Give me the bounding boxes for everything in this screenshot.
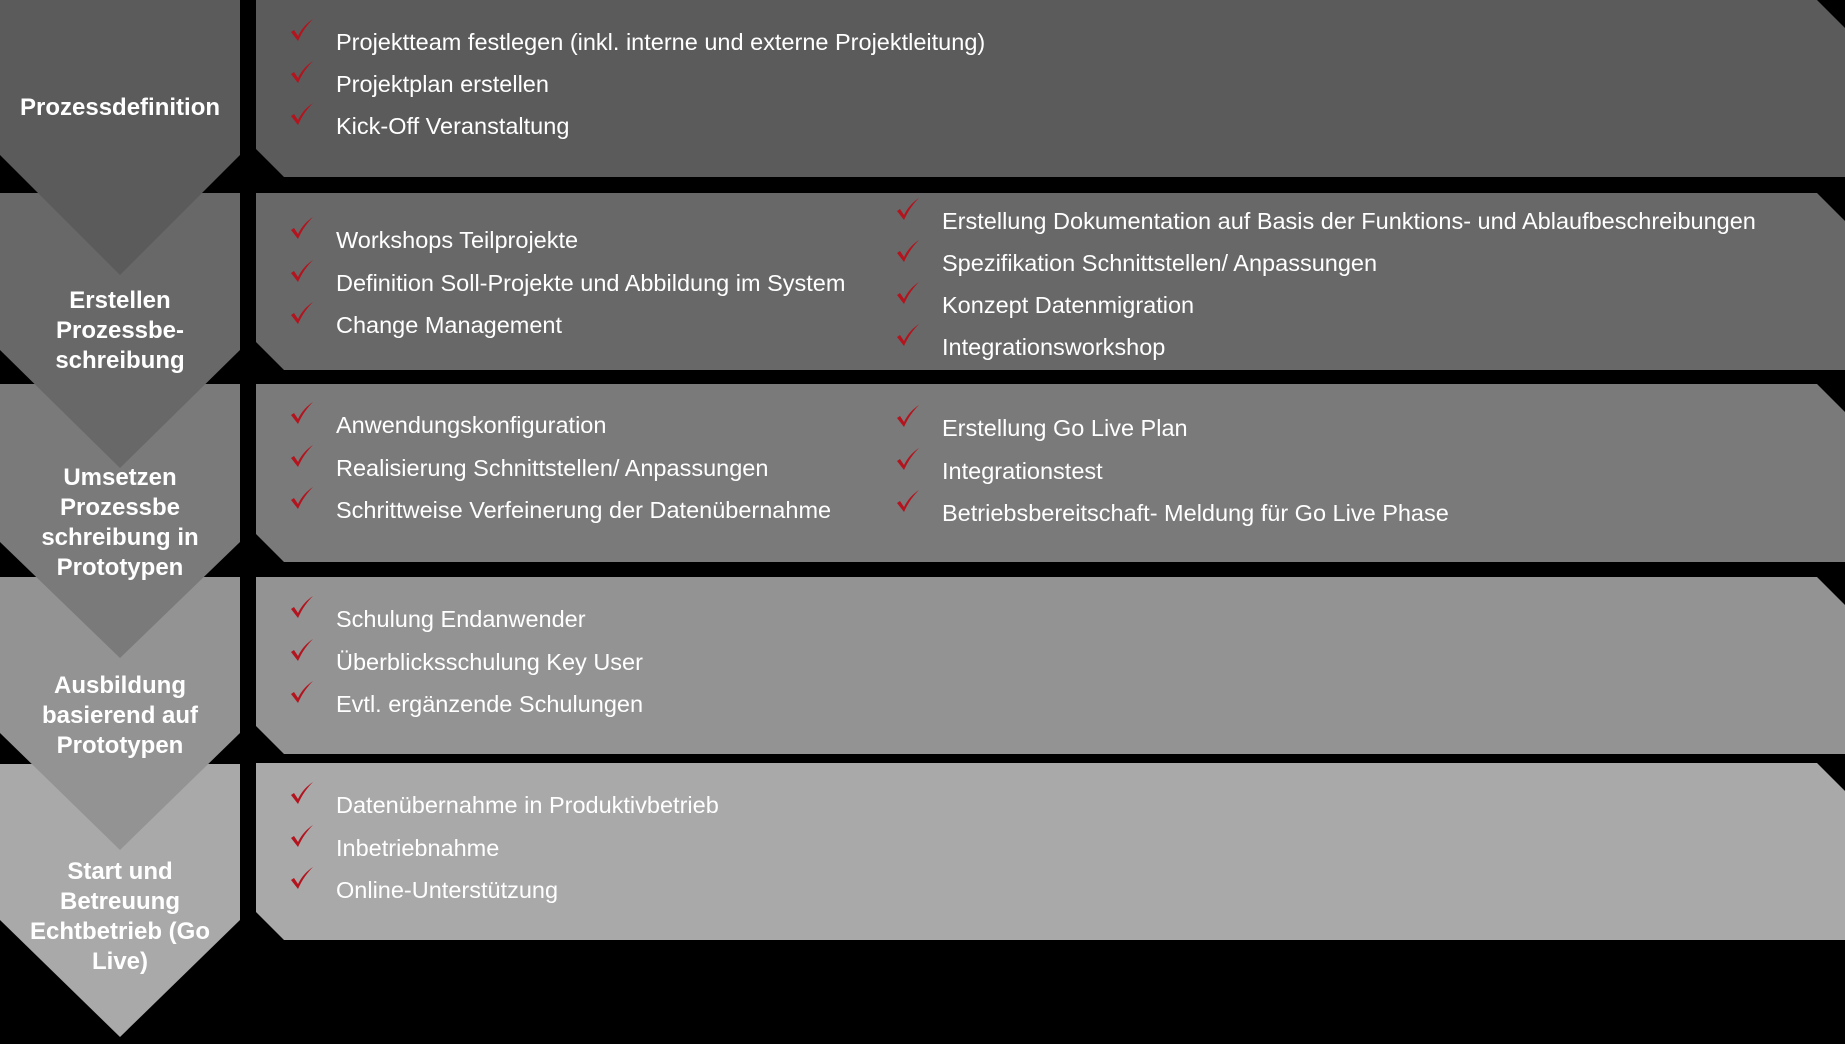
phase-label-line: Prototypen — [56, 732, 184, 759]
phase-label-line: Ausbildung — [54, 672, 186, 699]
checkmark-icon — [290, 487, 314, 511]
phase-label-line: Live) — [91, 948, 148, 975]
checkmark-icon — [896, 405, 920, 429]
checkmark-icon — [290, 217, 314, 241]
item-text: Betriebsbereitschaft- Meldung für Go Live Phase — [942, 500, 1449, 526]
checkmark-icon — [290, 445, 314, 469]
checkmark-icon — [896, 490, 920, 514]
item-text: Definition Soll-Projekte und Abbildung im System — [336, 270, 846, 296]
item-text: Konzept Datenmigration — [942, 292, 1195, 318]
item-text: Datenübernahme in Produktivbetrieb — [336, 792, 719, 818]
phase-label-line: Umsetzen — [63, 464, 177, 491]
checkmark-icon — [290, 681, 314, 705]
item-text: Projektteam festlegen (inkl. interne und externe Projektleitung) — [336, 29, 986, 55]
phase-label-line: Prototypen — [56, 554, 184, 581]
item-text: Erstellung Go Live Plan — [942, 415, 1188, 441]
phase-label-line: Prozessbe- — [55, 317, 185, 344]
checkmark-icon — [290, 260, 314, 284]
item-text: Workshops Teilprojekte — [336, 227, 579, 253]
item-text: Kick-Off Veranstaltung — [336, 113, 570, 139]
item-text: Integrationsworkshop — [942, 334, 1166, 360]
phase-label-line: Prozessdefinition — [19, 94, 221, 121]
phase-1-label — [0, 93, 240, 123]
checkmark-icon — [290, 867, 314, 891]
checkmark-icon — [290, 61, 314, 85]
item-text: Schulung Endanwender — [336, 606, 586, 632]
phase-label-line: Start und — [67, 858, 173, 885]
item-text: Anwendungskonfiguration — [336, 412, 607, 438]
checkmark-icon — [290, 402, 314, 426]
item-text: Evtl. ergänzende Schulungen — [336, 691, 644, 717]
item-text: Online-Unterstützung — [336, 877, 559, 903]
item-text: Change Management — [336, 312, 563, 338]
item-text: Realisierung Schnittstellen/ Anpassungen — [336, 455, 769, 481]
phase-label-line: schreibung in — [41, 524, 199, 551]
checkmark-icon — [290, 825, 314, 849]
checkmark-icon — [290, 639, 314, 663]
checkmark-icon — [290, 19, 314, 43]
item-text: Spezifikation Schnittstellen/ Anpassungen — [942, 250, 1378, 276]
checkmark-icon — [290, 302, 314, 326]
phase-label-line: Echtbetrieb (Go — [29, 918, 210, 945]
checkmark-icon — [896, 198, 920, 222]
checkmark-icon — [290, 596, 314, 620]
chevron-shape — [0, 0, 240, 276]
checkmark-icon — [896, 448, 920, 472]
phase-3-label — [0, 463, 240, 583]
item-text: Überblicksschulung Key User — [336, 649, 643, 675]
phase-label-line: Betreuung — [60, 888, 180, 915]
item-text: Projektplan erstellen — [336, 71, 549, 97]
item-text: Schrittweise Verfeinerung der Datenübernahme — [336, 497, 832, 523]
phase-label-line: schreibung — [55, 347, 185, 374]
phase-label-line: basierend auf — [41, 702, 199, 729]
phase-1-chevron — [0, 0, 240, 276]
item-text: Erstellung Dokumentation auf Basis der Funktions- und Ablaufbeschreibungen — [942, 208, 1756, 234]
checkmark-icon — [290, 782, 314, 806]
phase-2-label — [0, 286, 240, 376]
phase-label-line: Prozessbe — [59, 494, 181, 521]
item-text: Inbetriebnahme — [336, 835, 500, 861]
phase-4-label — [0, 671, 240, 761]
checkmark-icon — [896, 324, 920, 348]
phase-label-line: Erstellen — [69, 287, 171, 314]
checkmark-icon — [896, 282, 920, 306]
phase-5-label — [0, 857, 240, 977]
item-text: Integrationstest — [942, 458, 1103, 484]
checkmark-icon — [896, 240, 920, 264]
checkmark-icon — [290, 103, 314, 127]
